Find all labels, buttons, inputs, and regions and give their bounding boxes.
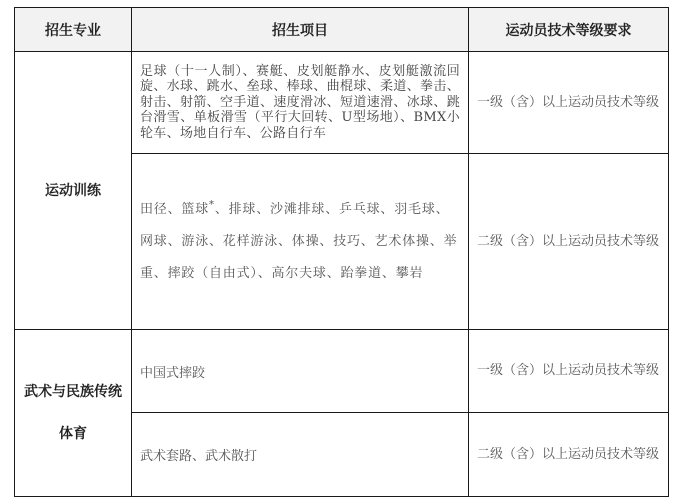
header-project: 招生项目 xyxy=(132,8,469,52)
asterisk-mark: * xyxy=(209,199,215,211)
project-text-start: 田径、篮球 xyxy=(140,201,210,217)
table-header-row xyxy=(15,8,669,52)
major-sports-training: 运动训练 xyxy=(15,52,132,330)
header-requirement: 运动员技术等级要求 xyxy=(469,8,669,52)
project-cell: 中国式摔跤 xyxy=(132,330,469,413)
admission-table xyxy=(14,7,669,497)
project-cell xyxy=(132,154,469,330)
admission-table-container xyxy=(14,7,668,497)
project-cell: 足球（十一人制）、赛艇、皮划艇静水、皮划艇激流回旋、水球、跳水、垒球、棒球、曲棍球、柔道、拳击、射击、射箭、空手道、速度滑冰、短道速滑、冰球、跳台滑雪、单板滑雪（平行大回转、U型场地）、BMX小轮车、场地自行车、公路自行车 xyxy=(132,52,469,154)
header-major: 招生专业 xyxy=(15,8,132,52)
table-row xyxy=(15,330,669,413)
requirement-cell: 一级（含）以上运动员技术等级 xyxy=(469,330,669,413)
project-cell: 武术套路、武术散打 xyxy=(132,413,469,497)
requirement-cell: 二级（含）以上运动员技术等级 xyxy=(469,413,669,497)
requirement-cell: 一级（含）以上运动员技术等级 xyxy=(469,52,669,154)
table-row xyxy=(15,52,669,154)
requirement-cell: 二级（含）以上运动员技术等级 xyxy=(469,154,669,330)
project-text-rest: 、排球、沙滩排球、乒乓球、羽毛球、网球、游泳、花样游泳、体操、技巧、艺术体操、举重、摔跤（自由式）、高尔夫球、跆拳道、攀岩 xyxy=(140,201,458,281)
major-wushu: 武术与民族传统体育 xyxy=(15,330,132,497)
